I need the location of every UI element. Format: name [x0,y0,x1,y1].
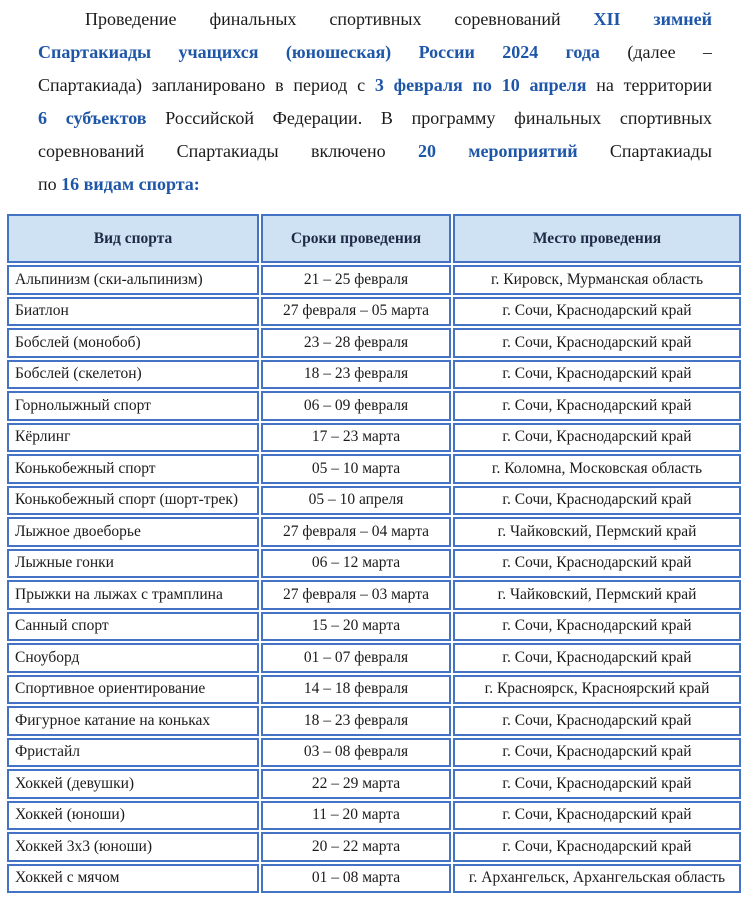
intro-text-run: по [38,174,62,194]
cell-sport: Хоккей с мячом [7,864,259,894]
cell-venue: г. Коломна, Московская область [453,454,741,484]
cell-sport: Хоккей (юноши) [7,801,259,831]
cell-venue: г. Сочи, Краснодарский край [453,486,741,516]
intro-highlight-run: 6 субъектов [38,108,147,128]
cell-venue: г. Сочи, Краснодарский край [453,360,741,390]
cell-venue: г. Кировск, Мурманская область [453,265,741,295]
cell-dates: 18 – 23 февраля [261,360,451,390]
cell-venue: г. Красноярск, Красноярский край [453,675,741,705]
cell-dates: 27 февраля – 04 марта [261,517,451,547]
intro-text-run: (далее – [599,42,712,62]
intro-line [38,102,712,135]
cell-sport: Сноуборд [7,643,259,673]
cell-sport: Хоккей 3х3 (юноши) [7,832,259,862]
cell-dates: 22 – 29 марта [261,769,451,799]
cell-sport: Горнолыжный спорт [7,391,259,421]
table-row [7,454,741,484]
table-row [7,706,741,736]
cell-sport: Фигурное катание на коньках [7,706,259,736]
table-row [7,675,741,705]
intro-line [38,135,712,168]
table-row [7,549,741,579]
cell-venue: г. Сочи, Краснодарский край [453,738,741,768]
table-row [7,391,741,421]
table-row [7,486,741,516]
intro-line [38,3,712,36]
cell-venue: г. Чайковский, Пермский край [453,517,741,547]
intro-highlight-run: 16 видам спорта: [61,174,200,194]
cell-venue: г. Сочи, Краснодарский край [453,423,741,453]
cell-sport: Лыжные гонки [7,549,259,579]
intro-highlight-run: 20 мероприятий [417,141,578,161]
cell-venue: г. Сочи, Краснодарский край [453,328,741,358]
cell-sport: Спортивное ориентирование [7,675,259,705]
cell-sport: Бобслей (скелетон) [7,360,259,390]
cell-dates: 11 – 20 марта [261,801,451,831]
cell-dates: 06 – 12 марта [261,549,451,579]
cell-sport: Альпинизм (ски-альпинизм) [7,265,259,295]
cell-dates: 15 – 20 марта [261,612,451,642]
cell-sport: Хоккей (девушки) [7,769,259,799]
cell-venue: г. Сочи, Краснодарский край [453,706,741,736]
cell-venue: г. Чайковский, Пермский край [453,580,741,610]
cell-sport: Прыжки на лыжах с трамплина [7,580,259,610]
cell-dates: 20 – 22 марта [261,832,451,862]
intro-text-run: Проведение финальных спортивных соревнований [85,9,594,29]
intro-text-run: Спартакиада) запланировано в период с [38,75,375,95]
intro-text-run: Российской Федерации. В программу финальных спортивных [146,108,712,128]
intro-line [38,36,712,69]
column-header-dates: Сроки проведения [261,214,451,263]
table-row [7,265,741,295]
column-header-venue: Место проведения [453,214,741,263]
cell-dates: 27 февраля – 03 марта [261,580,451,610]
table-header-row [7,214,741,263]
table-row [7,832,741,862]
cell-venue: г. Сочи, Краснодарский край [453,549,741,579]
cell-dates: 18 – 23 февраля [261,706,451,736]
cell-dates: 03 – 08 февраля [261,738,451,768]
intro-paragraph [0,0,750,201]
cell-sport: Лыжное двоеборье [7,517,259,547]
table-row [7,360,741,390]
table-row [7,517,741,547]
cell-venue: г. Сочи, Краснодарский край [453,769,741,799]
intro-line [38,69,712,102]
cell-sport: Санный спорт [7,612,259,642]
cell-dates: 05 – 10 апреля [261,486,451,516]
cell-venue: г. Сочи, Краснодарский край [453,643,741,673]
cell-dates: 01 – 07 февраля [261,643,451,673]
cell-venue: г. Сочи, Краснодарский край [453,612,741,642]
cell-dates: 05 – 10 марта [261,454,451,484]
intro-highlight-run: Спартакиады учащихся (юношеская) России 2024 года [38,42,600,62]
cell-venue: г. Сочи, Краснодарский край [453,391,741,421]
schedule-table-body [7,265,741,893]
intro-highlight-run: 3 февраля по 10 апреля [374,75,587,95]
table-row [7,423,741,453]
cell-sport: Фристайл [7,738,259,768]
cell-dates: 27 февраля – 05 марта [261,297,451,327]
intro-text-run: на территории [586,75,712,95]
table-row [7,580,741,610]
cell-sport: Кёрлинг [7,423,259,453]
cell-sport: Конькобежный спорт [7,454,259,484]
table-row [7,612,741,642]
table-row [7,864,741,894]
table-row [7,801,741,831]
cell-venue: г. Сочи, Краснодарский край [453,801,741,831]
intro-highlight-run: XII зимней [593,9,712,29]
cell-dates: 23 – 28 февраля [261,328,451,358]
cell-dates: 21 – 25 февраля [261,265,451,295]
cell-dates: 06 – 09 февраля [261,391,451,421]
schedule-table [5,212,743,895]
intro-text-run: соревнований Спартакиады включено [38,141,418,161]
table-row [7,769,741,799]
cell-venue: г. Сочи, Краснодарский край [453,832,741,862]
cell-venue: г. Сочи, Краснодарский край [453,297,741,327]
table-row [7,328,741,358]
cell-dates: 01 – 08 марта [261,864,451,894]
table-row [7,297,741,327]
cell-sport: Биатлон [7,297,259,327]
column-header-sport: Вид спорта [7,214,259,263]
cell-venue: г. Архангельск, Архангельская область [453,864,741,894]
intro-text-run: Спартакиады [577,141,712,161]
table-row [7,643,741,673]
cell-sport: Конькобежный спорт (шорт-трек) [7,486,259,516]
cell-dates: 17 – 23 марта [261,423,451,453]
cell-sport: Бобслей (монобоб) [7,328,259,358]
table-row [7,738,741,768]
cell-dates: 14 – 18 февраля [261,675,451,705]
intro-line [38,168,712,201]
